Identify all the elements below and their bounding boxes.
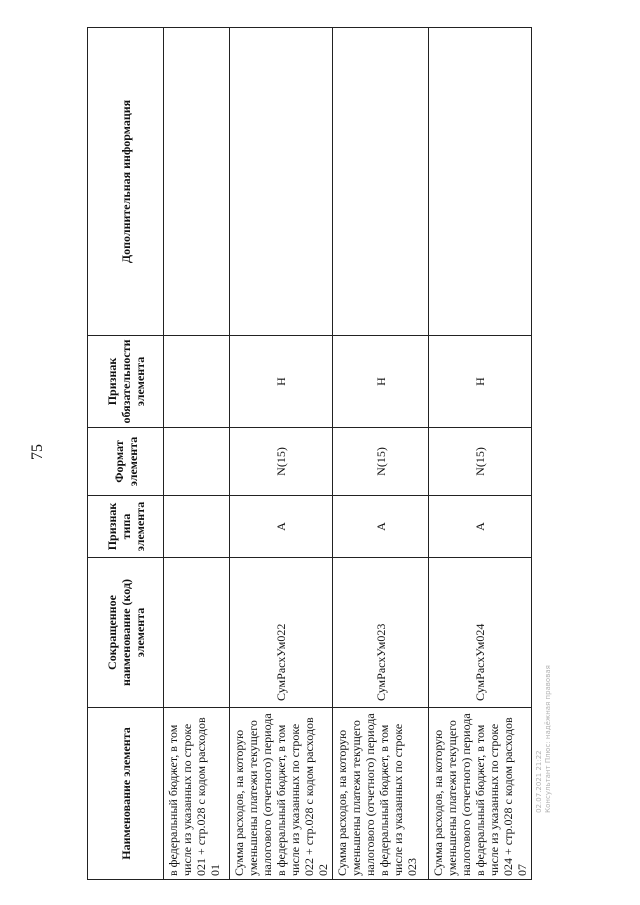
table-row <box>164 28 230 880</box>
cell-format <box>164 428 230 496</box>
cell-type: А <box>333 496 429 558</box>
cell-name: в федеральный бюджет, в том числе из указанных по строке 021 + стр.028 с кодом расходов 01 <box>164 708 230 880</box>
header-required: Признак обязательности элемента <box>88 336 164 428</box>
header-code: Сокращенное наименование (код) элемента <box>88 558 164 708</box>
header-row <box>88 28 164 880</box>
cell-name: Сумма расходов, на которую уменьшены платежи текущего налогового (отчетного) периода в федеральный бюджет, в том числе из указанных по строке 022 + стр.028 с кодом расходов 02 <box>230 708 333 880</box>
table-row <box>230 28 333 880</box>
page-number: 75 <box>29 444 46 460</box>
cell-name: Сумма расходов, на которую уменьшены платежи текущего налогового (отчетного) периода в федеральный бюджет, в том числе из указанных по строке 024 + стр.028 с кодом расходов 07 <box>429 708 532 880</box>
cell-required: Н <box>429 336 532 428</box>
stamp-line-2: Консультант Плюс: надёжная правовая <box>543 665 552 813</box>
cell-format: N(15) <box>429 428 532 496</box>
cell-info <box>230 28 333 336</box>
cell-type: А <box>429 496 532 558</box>
cell-required <box>164 336 230 428</box>
cell-info <box>429 28 532 336</box>
table-row <box>333 28 429 880</box>
header-info: Дополнительная информация <box>88 28 164 336</box>
scan-stamp <box>535 665 553 813</box>
header-name: Наименование элемента <box>88 708 164 880</box>
stamp-line-1: 02.07.2021 21:22 <box>534 750 543 813</box>
cell-required: Н <box>230 336 333 428</box>
cell-code: СумРасхУм023 <box>333 558 429 708</box>
cell-required: Н <box>333 336 429 428</box>
cell-code <box>164 558 230 708</box>
rotated-table-wrapper <box>87 28 529 880</box>
cell-name: Сумма расходов, на которую уменьшены платежи текущего налогового (отчетного) периода в федеральный бюджет, в том числе из указанных по строке 023 <box>333 708 429 880</box>
cell-type <box>164 496 230 558</box>
cell-code: СумРасхУм024 <box>429 558 532 708</box>
cell-format: N(15) <box>230 428 333 496</box>
table-row <box>429 28 532 880</box>
cell-info <box>164 28 230 336</box>
cell-type: А <box>230 496 333 558</box>
cell-format: N(15) <box>333 428 429 496</box>
cell-info <box>333 28 429 336</box>
header-format: Формат элемента <box>88 428 164 496</box>
cell-code: СумРасхУм022 <box>230 558 333 708</box>
header-type: Признак типа элемента <box>88 496 164 558</box>
elements-table <box>87 27 532 880</box>
